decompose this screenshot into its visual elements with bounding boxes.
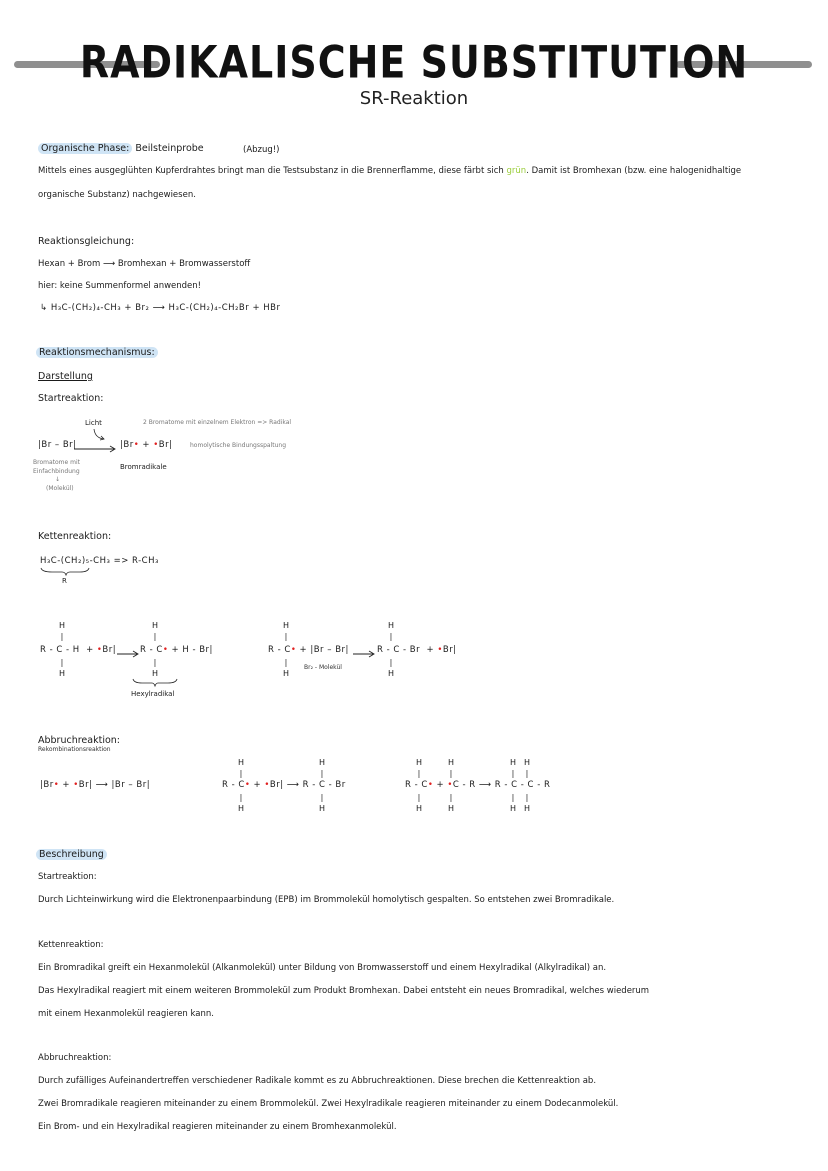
desc-term-line-2: Zwei Bromradikale reagieren miteinander zu einem Brommolekül. Zwei Hexylradikale reagieren miteinander zu einem Dodecanmolekül. (38, 1099, 619, 1109)
start-reactant-label-2: Einfachbindung (33, 468, 80, 475)
desc-chain-line-3: mit einem Hexanmolekül reagieren kann. (38, 1009, 214, 1019)
organic-phase-heading: Organische Phase: (38, 143, 132, 154)
desc-term-heading: Abbruchreaktion: (38, 1053, 112, 1063)
h-bottom: | H (388, 658, 395, 678)
desc-chain-heading: Kettenreaktion: (38, 940, 104, 950)
down-arrow-icon: ↓ (55, 476, 61, 483)
h-bottom: | H (319, 793, 326, 813)
h-top: H | (238, 758, 245, 778)
chain-eq2-arrow (353, 650, 375, 658)
equation-words: Hexan + Brom ⟶ Bromhexan + Bromwasserstoff (38, 259, 251, 269)
h-bottom: | H (510, 793, 517, 813)
start-product-label: Bromradikale (120, 463, 167, 471)
chain-r-definition: H₃C-(CH₂)₅-CH₃ => R-CH₃ (40, 556, 159, 566)
h-bottom: | H (152, 658, 159, 678)
start-note-2: homolytische Bindungsspaltung (190, 442, 287, 449)
chain-heading: Kettenreaktion: (38, 531, 112, 542)
equation-formula: ↳ H₃C-(CH₂)₄-CH₃ + Br₂ ⟶ H₃C-(CH₂)₄-CH₂Br + HBr (40, 303, 281, 313)
chain-eq2-left: R - C• + |Br – Br| (268, 645, 349, 655)
h-top: H | (152, 621, 159, 641)
organic-phase-method: Beilsteinprobe (135, 143, 204, 154)
h-top: H | (59, 621, 66, 641)
mechanism-heading: Reaktionsmechanismus: (36, 347, 158, 358)
chain-eq1-arrow (117, 650, 139, 658)
start-arrow (74, 445, 118, 453)
h-top: H | (283, 621, 290, 641)
radical-dot: • (153, 440, 159, 450)
termination-eq2: R - C• + •Br| ⟶ R - C - Br (222, 780, 346, 790)
h-top: H | (524, 758, 531, 778)
start-reactant: |Br – Br| (38, 440, 77, 450)
chain-eq2-right: R - C - Br + •Br| (377, 645, 457, 655)
chain-r-label: R (62, 577, 67, 585)
page-subtitle: SR-Reaktion (359, 88, 469, 109)
h-top: H | (510, 758, 517, 778)
desc-term-line-3: Ein Brom- und ein Hexylradikal reagieren miteinander zu einem Bromhexanmolekül. (38, 1122, 397, 1132)
start-product: |Br• + •Br| (120, 440, 173, 450)
mechanism-sub: Darstellung (38, 371, 93, 382)
light-label: Licht (85, 419, 102, 427)
termination-sub: Rekombinationsreaktion (38, 746, 111, 753)
chain-eq1-left: R - C - H + •Br| (40, 645, 117, 655)
h-bottom: | H (283, 658, 290, 678)
termination-heading: Abbruchreaktion: (38, 735, 120, 746)
h-bottom: | H (59, 658, 66, 678)
start-heading: Startreaktion: (38, 393, 104, 404)
light-curved-arrow (92, 428, 108, 442)
hexyl-label: Hexylradikal (131, 690, 175, 698)
h-top: H | (416, 758, 423, 778)
h-bottom: | H (416, 793, 423, 813)
termination-eq3: R - C• + •C - R ⟶ R - C - C - R (405, 780, 551, 790)
green-word: grün (506, 166, 527, 176)
desc-chain-line-1: Ein Bromradikal greift ein Hexanmolekül (Alkanmolekül) unter Bildung von Bromwasserstoff und einem Hexylradikal (Alkylradikal) an. (38, 963, 607, 973)
start-reactant-label-3: (Molekül) (46, 485, 74, 492)
hexyl-brace (132, 678, 178, 686)
equation-note: hier: keine Summenformel anwenden! (38, 281, 202, 291)
start-note-1: 2 Bromatome mit einzelnem Elektron => Radikal (143, 419, 292, 426)
radical-dot: • (133, 440, 140, 450)
h-bottom: | H (524, 793, 531, 813)
brace-icon (40, 567, 90, 575)
chain-eq1-right: R - C• + H - Br| (140, 645, 213, 655)
h-top: H | (388, 621, 395, 641)
desc-term-line-1: Durch zufälliges Aufeinandertreffen verschiedener Radikale kommt es zu Abbruchreaktionen. Diese brechen die Kettenreaktion ab. (38, 1076, 597, 1086)
h-top: H | (319, 758, 326, 778)
organic-phase-note: (Abzug!) (243, 145, 280, 155)
page-title: RADIKALISCHE SUBSTITUTION (79, 36, 749, 88)
h-bottom: | H (448, 793, 455, 813)
description-heading: Beschreibung (36, 849, 107, 860)
start-reactant-label-1: Bromatome mit (33, 459, 80, 466)
desc-start-text: Durch Lichteinwirkung wird die Elektronenpaarbindung (EPB) im Brommolekül homolytisch gespalten. So entstehen zwei Bromradikale. (38, 895, 615, 905)
br2-label: Br₂ - Molekül (304, 664, 342, 671)
organic-phase-text-1: Mittels eines ausgeglühten Kupferdrahtes bringt man die Testsubstanz in die Brennerflamme, diese färbt sich grün. Damit ist Bromhexan (bzw. eine halogenidhaltige (38, 166, 742, 176)
h-top: H | (448, 758, 455, 778)
equation-heading: Reaktionsgleichung: (38, 236, 135, 247)
organic-phase-text-2: organische Substanz) nachgewiesen. (38, 190, 196, 200)
h-bottom: | H (238, 793, 245, 813)
organic-phase-line (38, 143, 204, 154)
desc-start-heading: Startreaktion: (38, 872, 97, 882)
desc-chain-line-2: Das Hexylradikal reagiert mit einem weiteren Brommolekül zum Produkt Bromhexan. Dabei entsteht ein neues Bromradikal, welches wiederum (38, 986, 650, 996)
termination-eq1: |Br• + •Br| ⟶ |Br – Br| (40, 780, 151, 790)
